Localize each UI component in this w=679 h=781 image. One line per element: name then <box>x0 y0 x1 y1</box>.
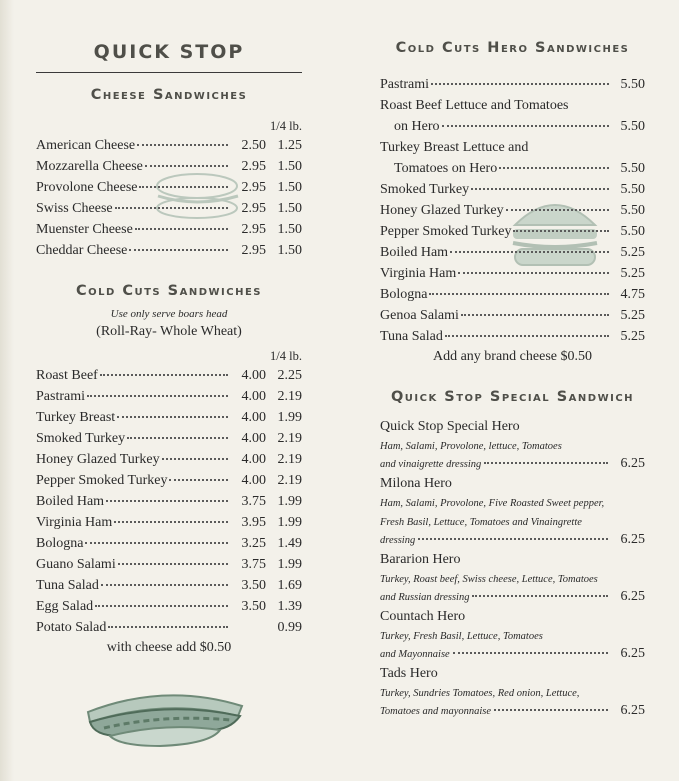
right-column <box>380 30 645 719</box>
hero-item-turkey-breast <box>380 137 645 179</box>
coldcuts-addon: with cheese add $0.50 <box>106 640 232 655</box>
item-name: Bologna <box>380 287 428 302</box>
item-price-full: 3.75 <box>241 557 266 572</box>
hero-item-roast-beef <box>380 95 645 137</box>
special-item-desc: Turkey, Fresh Basil, Lettuce, Tomatoes <box>380 631 543 642</box>
leader-dots <box>129 249 228 251</box>
item-price-quarter: 0.99 <box>277 620 302 635</box>
leader-dots <box>135 228 228 230</box>
title-rule <box>36 72 302 73</box>
leader-dots <box>431 83 609 85</box>
coldcuts-section-title: Cold Cuts Sandwiches <box>75 283 263 299</box>
item-price-quarter: 1.50 <box>277 201 302 216</box>
leader-dots <box>458 272 609 274</box>
item-price-full: 2.95 <box>241 222 266 237</box>
special-item-desc: Turkey, Roast beef, Swiss cheese, Lettuce, Tomatoes <box>380 574 598 585</box>
item-price-quarter: 1.39 <box>277 599 302 614</box>
item-price-full: 2.95 <box>241 159 266 174</box>
item-price: 5.50 <box>620 224 645 239</box>
leader-dots <box>453 652 608 654</box>
leader-dots <box>115 207 228 209</box>
leader-dots <box>137 144 228 146</box>
leader-dots <box>145 165 228 167</box>
item-price: 5.50 <box>620 77 645 92</box>
special-item-name: Quick Stop Special Hero <box>380 419 520 434</box>
item-name: Tuna Salad <box>36 578 99 593</box>
item-price-full: 2.95 <box>241 243 266 258</box>
menu-item <box>380 221 645 242</box>
special-section-title: Quick Stop Special Sandwich <box>390 389 635 405</box>
special-item <box>380 417 645 472</box>
leader-dots <box>418 538 608 540</box>
special-item-name: Countach Hero <box>380 609 466 624</box>
item-name: Honey Glazed Turkey <box>380 203 504 218</box>
special-item-desc: Ham, Salami, Provolone, lettuce, Tomatoes <box>380 441 562 452</box>
item-name: Egg Salad <box>36 599 94 614</box>
hero-list-a <box>380 74 645 95</box>
menu-item <box>380 179 645 200</box>
leader-dots <box>139 186 228 188</box>
menu-item <box>380 326 645 347</box>
item-price: 4.75 <box>620 287 645 302</box>
item-name: Smoked Turkey <box>36 431 126 446</box>
left-column <box>36 30 302 658</box>
item-price-full: 4.00 <box>241 473 266 488</box>
item-price-quarter: 2.19 <box>277 431 302 446</box>
menu-item <box>36 617 302 638</box>
item-name: Bologna <box>36 536 84 551</box>
special-item-price: 6.25 <box>620 589 645 604</box>
item-price-full: 4.00 <box>241 452 266 467</box>
leader-dots <box>127 437 228 439</box>
leader-dots <box>118 563 228 565</box>
brand-title: QUICK STOP <box>93 41 245 63</box>
item-price-quarter: 2.25 <box>277 368 302 383</box>
menu-item <box>36 470 302 491</box>
menu-item <box>36 575 302 596</box>
item-name: Boiled Ham <box>380 245 449 260</box>
item-price-full: 4.00 <box>241 368 266 383</box>
hero-item-line1: Turkey Breast Lettuce and <box>380 140 529 155</box>
item-price-full: 2.95 <box>241 180 266 195</box>
item-name: Pepper Smoked Turkey <box>36 473 168 488</box>
leader-dots <box>95 605 228 607</box>
menu-item <box>36 198 302 219</box>
special-item <box>380 474 645 548</box>
special-item-name: Milona Hero <box>380 476 452 491</box>
menu-item <box>380 74 645 95</box>
item-price-quarter: 1.49 <box>277 536 302 551</box>
leader-dots <box>494 709 608 711</box>
menu-item <box>36 177 302 198</box>
menu-item <box>36 491 302 512</box>
menu-item <box>380 242 645 263</box>
leader-dots <box>461 314 609 316</box>
leader-dots <box>499 167 609 169</box>
special-item-price: 6.25 <box>620 646 645 661</box>
item-name: Honey Glazed Turkey <box>36 452 160 467</box>
item-name: Genoa Salami <box>380 308 459 323</box>
menu-item <box>36 365 302 386</box>
item-name: Virginia Ham <box>380 266 457 281</box>
item-price: 5.25 <box>620 266 645 281</box>
special-item-desc-last: Tomatoes and mayonnaise <box>380 706 492 717</box>
cheese-section-title: Cheese Sandwiches <box>90 87 248 103</box>
item-name: Pastrami <box>380 77 429 92</box>
special-item <box>380 607 645 662</box>
item-price-full: 3.25 <box>241 536 266 551</box>
leader-dots <box>484 462 608 464</box>
item-name: Smoked Turkey <box>380 182 470 197</box>
leader-dots <box>506 209 609 211</box>
menu-item <box>36 386 302 407</box>
item-price-quarter: 1.99 <box>277 515 302 530</box>
menu-item <box>36 428 302 449</box>
leader-dots <box>445 335 609 337</box>
menu-item <box>36 596 302 617</box>
hero-item-line2: Tomatoes on Hero <box>394 161 498 176</box>
item-price-quarter: 2.19 <box>277 452 302 467</box>
item-price-full: 4.00 <box>241 431 266 446</box>
cheese-size-header: 1/4 lb. <box>270 119 302 133</box>
special-item-desc-last: and Mayonnaise <box>380 649 450 660</box>
menu-item <box>380 284 645 305</box>
special-item-desc: Fresh Basil, Lettuce, Tomatoes and Vinaingrette <box>380 517 582 528</box>
coldcuts-size-header: 1/4 lb. <box>270 349 302 363</box>
leader-dots <box>100 374 228 376</box>
item-name: Guano Salami <box>36 557 116 572</box>
item-price-full: 3.75 <box>241 494 266 509</box>
hero-section-title: Cold Cuts Hero Sandwiches <box>395 40 630 56</box>
item-name: Virginia Ham <box>36 515 113 530</box>
special-item-name: Bararion Hero <box>380 552 461 567</box>
hero-item-line1: Roast Beef Lettuce and Tomatoes <box>380 98 569 113</box>
item-price-quarter: 1.69 <box>277 578 302 593</box>
special-item <box>380 550 645 605</box>
menu-item <box>36 135 302 156</box>
special-item-price: 6.25 <box>620 703 645 718</box>
item-price: 5.50 <box>620 203 645 218</box>
sub-sandwich-icon <box>80 680 250 750</box>
hero-list-b <box>380 179 645 347</box>
item-price: 5.25 <box>620 308 645 323</box>
item-name: Boiled Ham <box>36 494 105 509</box>
item-price-quarter: 1.50 <box>277 159 302 174</box>
item-price-quarter: 1.25 <box>277 138 302 153</box>
item-price-quarter: 1.99 <box>277 557 302 572</box>
item-name: Turkey Breast <box>36 410 116 425</box>
item-price: 5.25 <box>620 245 645 260</box>
menu-item <box>36 219 302 240</box>
item-price-quarter: 1.99 <box>277 410 302 425</box>
special-list <box>380 417 645 719</box>
leader-dots <box>101 584 228 586</box>
menu-item <box>36 407 302 428</box>
item-price-quarter: 1.50 <box>277 180 302 195</box>
leader-dots <box>429 293 609 295</box>
special-item-price-line <box>380 646 645 662</box>
cheese-list <box>36 135 302 261</box>
item-price-full: 3.50 <box>241 578 266 593</box>
menu-item <box>380 263 645 284</box>
leader-dots <box>108 626 228 628</box>
menu-item <box>36 449 302 470</box>
menu-item <box>36 156 302 177</box>
leader-dots <box>106 500 228 502</box>
special-item-price-line <box>380 456 645 472</box>
item-name: Provolone Cheese <box>36 180 138 195</box>
menu-item <box>380 200 645 221</box>
leader-dots <box>162 458 228 460</box>
item-name: Potato Salad <box>36 620 107 635</box>
item-price-quarter: 2.19 <box>277 473 302 488</box>
coldcuts-note: Use only serve boars head <box>110 308 228 320</box>
menu-item <box>36 512 302 533</box>
leader-dots <box>117 416 228 418</box>
item-price-quarter: 1.50 <box>277 243 302 258</box>
item-price-quarter: 1.99 <box>277 494 302 509</box>
hero-item-price: 5.50 <box>620 119 645 134</box>
leader-dots <box>85 542 228 544</box>
item-name: Cheddar Cheese <box>36 243 128 258</box>
item-name: Tuna Salad <box>380 329 443 344</box>
item-name: Muenster Cheese <box>36 222 133 237</box>
hero-addon: Add any brand cheese $0.50 <box>432 349 592 364</box>
special-item <box>380 664 645 719</box>
special-item-desc: Ham, Salami, Provolone, Five Roasted Sweet pepper, <box>380 498 605 509</box>
menu-item <box>36 240 302 261</box>
item-name: Swiss Cheese <box>36 201 113 216</box>
item-price-quarter: 1.50 <box>277 222 302 237</box>
item-price-full: 4.00 <box>241 410 266 425</box>
item-price-full: 2.50 <box>241 138 266 153</box>
hero-item-price: 5.50 <box>620 161 645 176</box>
item-name: Mozzarella Cheese <box>36 159 143 174</box>
coldcuts-list <box>36 365 302 638</box>
special-item-price-line <box>380 703 645 719</box>
menu-item <box>36 533 302 554</box>
item-price: 5.50 <box>620 182 645 197</box>
leader-dots <box>450 251 609 253</box>
item-name: American Cheese <box>36 138 136 153</box>
special-item-name: Tads Hero <box>380 666 438 681</box>
item-name: Pastrami <box>36 389 85 404</box>
leader-dots <box>169 479 228 481</box>
leader-dots <box>87 395 228 397</box>
special-item-desc-last: dressing <box>380 535 416 546</box>
leader-dots <box>513 230 609 232</box>
hero-item-line2: on Hero <box>394 119 440 134</box>
item-price-full: 3.95 <box>241 515 266 530</box>
leader-dots <box>114 521 228 523</box>
item-name: Roast Beef <box>36 368 98 383</box>
menu-item <box>36 554 302 575</box>
page-edge <box>0 0 14 781</box>
special-item-desc-last: and Russian dressing <box>380 592 470 603</box>
item-price-quarter: 2.19 <box>277 389 302 404</box>
item-price-full: 2.95 <box>241 201 266 216</box>
menu-item <box>380 305 645 326</box>
leader-dots <box>471 188 609 190</box>
special-item-price: 6.25 <box>620 532 645 547</box>
special-item-desc: Turkey, Sundries Tomatoes, Red onion, Lettuce, <box>380 688 580 699</box>
special-item-price: 6.25 <box>620 456 645 471</box>
special-item-price-line <box>380 532 645 548</box>
item-price-full: 4.00 <box>241 389 266 404</box>
item-name: Pepper Smoked Turkey <box>380 224 512 239</box>
special-item-price-line <box>380 589 645 605</box>
special-item-desc-last: and vinaigrette dressing <box>380 459 482 470</box>
item-price-full: 3.50 <box>241 599 266 614</box>
item-price: 5.25 <box>620 329 645 344</box>
leader-dots <box>472 595 608 597</box>
coldcuts-bread: (Roll-Ray- Whole Wheat) <box>96 324 242 339</box>
leader-dots <box>442 125 610 127</box>
